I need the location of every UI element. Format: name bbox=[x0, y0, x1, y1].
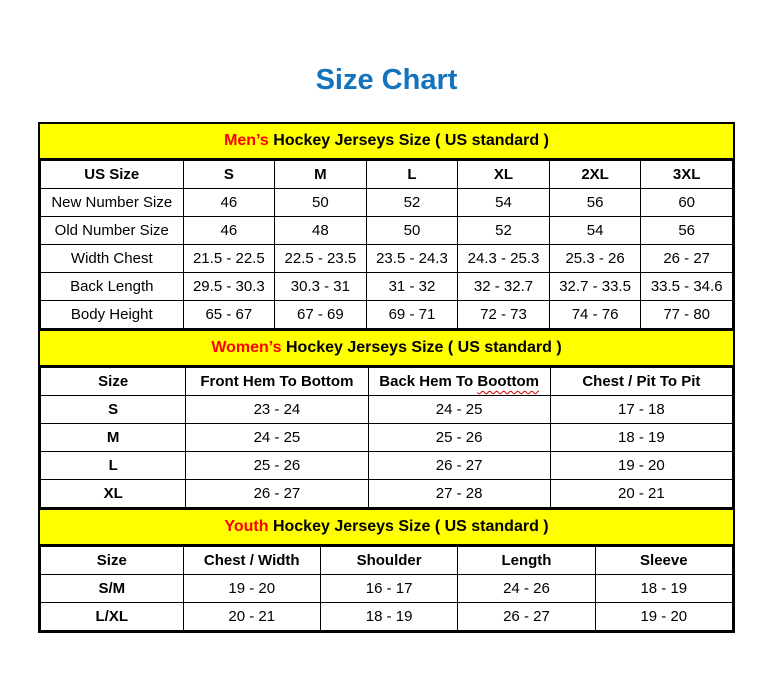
size-cell: 60 bbox=[641, 189, 733, 217]
column-header bbox=[595, 547, 732, 575]
size-cell: 46 bbox=[183, 217, 275, 245]
size-cell: 22.5 - 23.5 bbox=[275, 245, 367, 273]
table-row bbox=[41, 301, 733, 329]
row-label: Back Length bbox=[41, 273, 184, 301]
column-header-label: Chest / Width bbox=[203, 552, 300, 569]
table-title-accent: Men’s bbox=[224, 132, 269, 149]
size-cell: 72 - 73 bbox=[458, 301, 550, 329]
size-cell: 24 - 25 bbox=[186, 424, 368, 452]
row-label: L/XL bbox=[41, 603, 184, 631]
size-cell: 46 bbox=[183, 189, 275, 217]
column-header bbox=[641, 161, 733, 189]
column-header bbox=[458, 161, 550, 189]
size-cell: 74 - 76 bbox=[549, 301, 641, 329]
page-title: Size Chart bbox=[315, 64, 458, 96]
table-row bbox=[41, 217, 733, 245]
size-cell: 31 - 32 bbox=[366, 273, 458, 301]
size-cell: 18 - 19 bbox=[550, 424, 732, 452]
youth-size-table bbox=[40, 546, 733, 631]
table-row bbox=[41, 575, 733, 603]
table-title-text: Hockey Jerseys Size ( US standard ) bbox=[268, 518, 549, 535]
column-header bbox=[41, 161, 184, 189]
size-table-section-youth bbox=[40, 508, 733, 631]
size-cell: 29.5 - 30.3 bbox=[183, 273, 275, 301]
column-header-label: 2XL bbox=[581, 166, 609, 183]
table-row bbox=[41, 603, 733, 631]
column-header-label: US Size bbox=[84, 166, 140, 183]
size-cell: 26 - 27 bbox=[641, 245, 733, 273]
table-title-accent: Youth bbox=[224, 518, 269, 535]
size-cell: 32.7 - 33.5 bbox=[549, 273, 641, 301]
header-row bbox=[41, 368, 733, 396]
row-label: New Number Size bbox=[41, 189, 184, 217]
size-cell: 77 - 80 bbox=[641, 301, 733, 329]
row-label: S/M bbox=[41, 575, 184, 603]
size-cell: 23.5 - 24.3 bbox=[366, 245, 458, 273]
size-cell: 24 - 26 bbox=[458, 575, 595, 603]
table-title-text: Hockey Jerseys Size ( US standard ) bbox=[281, 339, 562, 356]
column-header bbox=[550, 368, 732, 396]
size-cell: 16 - 17 bbox=[320, 575, 457, 603]
column-header-label: Size bbox=[98, 373, 129, 390]
table-row bbox=[41, 189, 733, 217]
column-header-label: M bbox=[314, 166, 327, 183]
row-label: L bbox=[41, 452, 186, 480]
size-cell: 17 - 18 bbox=[550, 396, 732, 424]
column-header bbox=[41, 547, 184, 575]
size-cell: 50 bbox=[366, 217, 458, 245]
size-cell: 67 - 69 bbox=[275, 301, 367, 329]
misspelled-word: Boottom bbox=[477, 373, 540, 390]
column-header bbox=[458, 547, 595, 575]
womens-size-table bbox=[40, 367, 733, 508]
table-row bbox=[41, 424, 733, 452]
size-cell: 26 - 27 bbox=[186, 480, 368, 508]
table-title-accent: Women’s bbox=[211, 339, 282, 356]
size-table-section-mens bbox=[40, 124, 733, 329]
size-cell: 25 - 26 bbox=[368, 424, 550, 452]
size-cell: 21.5 - 22.5 bbox=[183, 245, 275, 273]
row-label: Old Number Size bbox=[41, 217, 184, 245]
row-label: XL bbox=[41, 480, 186, 508]
table-row bbox=[41, 273, 733, 301]
size-cell: 24.3 - 25.3 bbox=[458, 245, 550, 273]
table-row bbox=[41, 480, 733, 508]
mens-size-table bbox=[40, 160, 733, 329]
table-title-text: Hockey Jerseys Size ( US standard ) bbox=[268, 132, 549, 149]
table-title-band bbox=[40, 329, 733, 367]
size-cell: 50 bbox=[275, 189, 367, 217]
size-cell: 18 - 19 bbox=[595, 575, 732, 603]
table-title-band bbox=[40, 508, 733, 546]
size-cell: 48 bbox=[275, 217, 367, 245]
column-header-label: 3XL bbox=[672, 166, 701, 183]
size-cell: 32 - 32.7 bbox=[458, 273, 550, 301]
column-header bbox=[186, 368, 368, 396]
size-cell: 20 - 21 bbox=[550, 480, 732, 508]
size-cell: 19 - 20 bbox=[595, 603, 732, 631]
size-cell: 56 bbox=[641, 217, 733, 245]
size-cell: 33.5 - 34.6 bbox=[641, 273, 733, 301]
size-table-section-womens bbox=[40, 329, 733, 508]
size-cell: 52 bbox=[458, 217, 550, 245]
column-header-label: Shoulder bbox=[356, 552, 422, 569]
size-cell: 54 bbox=[458, 189, 550, 217]
column-header bbox=[320, 547, 457, 575]
column-header-label: Length bbox=[501, 552, 552, 569]
size-cell: 27 - 28 bbox=[368, 480, 550, 508]
size-cell: 25 - 26 bbox=[186, 452, 368, 480]
header-row bbox=[41, 161, 733, 189]
size-cell: 20 - 21 bbox=[183, 603, 320, 631]
table-row bbox=[41, 396, 733, 424]
column-header bbox=[275, 161, 367, 189]
size-cell: 54 bbox=[549, 217, 641, 245]
size-cell: 56 bbox=[549, 189, 641, 217]
column-header bbox=[41, 368, 186, 396]
header-row bbox=[41, 547, 733, 575]
size-cell: 26 - 27 bbox=[368, 452, 550, 480]
size-cell: 23 - 24 bbox=[186, 396, 368, 424]
size-cell: 26 - 27 bbox=[458, 603, 595, 631]
row-label: M bbox=[41, 424, 186, 452]
column-header bbox=[366, 161, 458, 189]
size-cell: 18 - 19 bbox=[320, 603, 457, 631]
row-label: S bbox=[41, 396, 186, 424]
size-cell: 19 - 20 bbox=[550, 452, 732, 480]
row-label: Body Height bbox=[41, 301, 184, 329]
column-header-label: Size bbox=[96, 552, 127, 569]
column-header-label: Chest / Pit To Pit bbox=[582, 373, 701, 390]
size-cell: 69 - 71 bbox=[366, 301, 458, 329]
row-label: Width Chest bbox=[41, 245, 184, 273]
size-cell: 19 - 20 bbox=[183, 575, 320, 603]
column-header bbox=[368, 368, 550, 396]
table-title-band bbox=[40, 124, 733, 160]
column-header-label: Front Hem To Bottom bbox=[200, 373, 354, 390]
column-header bbox=[183, 547, 320, 575]
column-header-label: XL bbox=[493, 166, 514, 183]
size-cell: 24 - 25 bbox=[368, 396, 550, 424]
column-header-label: S bbox=[223, 166, 234, 183]
table-row bbox=[41, 245, 733, 273]
table-row bbox=[41, 452, 733, 480]
size-cell: 30.3 - 31 bbox=[275, 273, 367, 301]
column-header-label: Back Hem To bbox=[379, 373, 474, 390]
column-header bbox=[183, 161, 275, 189]
column-header-label: L bbox=[407, 166, 417, 183]
column-header-label: Sleeve bbox=[640, 552, 688, 569]
column-header bbox=[549, 161, 641, 189]
size-cell: 65 - 67 bbox=[183, 301, 275, 329]
size-cell: 25.3 - 26 bbox=[549, 245, 641, 273]
size-cell: 52 bbox=[366, 189, 458, 217]
size-chart-tables bbox=[38, 122, 735, 633]
